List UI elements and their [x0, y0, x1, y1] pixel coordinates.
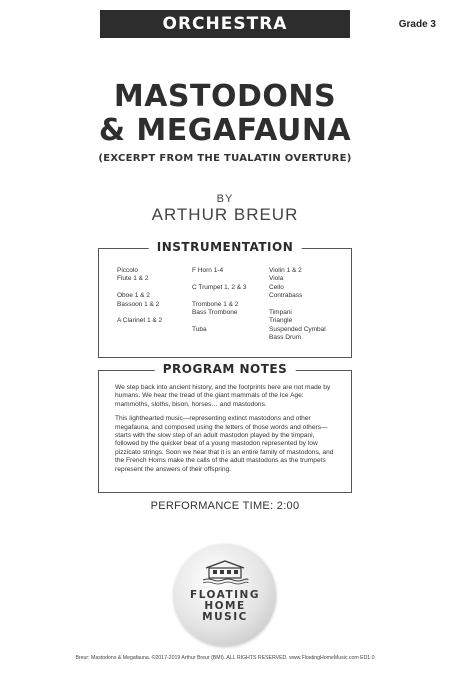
- category-banner: [100, 10, 350, 38]
- publisher-logo: [174, 544, 276, 646]
- instrument-item: Viola: [269, 275, 284, 283]
- category-label: ORCHESTRA: [162, 14, 288, 34]
- composer-name: ARTHUR BREUR: [151, 205, 299, 224]
- program-notes-paragraph-1: We step back into ancient history, and the footprints here are not made by humans. We hear the tread of the giant mammals of the Ice Age: mammoths, sloths, bison, horses… and mastodons.: [115, 384, 331, 408]
- instrument-item: Violin 1 & 2: [269, 267, 302, 274]
- grade-label: Grade 3: [398, 19, 436, 30]
- logo-text-music: MUSIC: [202, 611, 248, 623]
- instrument-column-brass: [192, 267, 247, 334]
- instrument-item: Flute 1 & 2: [117, 275, 149, 283]
- instrument-spacer: [117, 309, 162, 317]
- program-notes-box: [98, 362, 352, 493]
- instrument-item: Piccolo: [117, 267, 138, 274]
- instrument-spacer: [192, 292, 247, 300]
- instrument-item: Timpani: [269, 309, 292, 317]
- instrument-item: Tuba: [192, 325, 207, 333]
- instrument-item: Trombone 1 & 2: [192, 300, 239, 308]
- logo-text-floating: FLOATING: [190, 589, 260, 601]
- instrument-item: Oboe 1 & 2: [117, 292, 150, 300]
- instrument-item: Contrabass: [269, 292, 303, 300]
- instrument-item: C Trumpet 1, 2 & 3: [192, 283, 247, 291]
- instrument-item: Bass Trombone: [192, 309, 238, 316]
- instrument-column-woodwinds: [117, 267, 162, 326]
- houseboat-icon: [200, 558, 250, 586]
- instrument-item: Triangle: [269, 317, 293, 325]
- program-notes-heading: PROGRAM NOTES: [155, 362, 296, 376]
- instrument-spacer: [192, 317, 247, 325]
- instrumentation-heading: INSTRUMENTATION: [149, 240, 302, 254]
- instrument-column-strings-percussion: [269, 267, 326, 343]
- instrumentation-box: [98, 240, 352, 358]
- piece-title: [0, 80, 450, 148]
- instrument-item: A Clarinet 1 & 2: [117, 317, 163, 325]
- title-line-1: MASTODONS: [113, 79, 337, 114]
- instrument-item: Suspended Cymbal: [269, 325, 326, 333]
- copyright-footer: Breur: Mastodons & Megafauna. ©2017-2019 Arthur Breur (BMI). ALL RIGHTS RESERVED. www.FloatingHomeMusic.com ED1.0: [75, 655, 375, 661]
- piece-subtitle: (EXCERPT FROM THE TUALATIN OVERTURE): [98, 153, 352, 164]
- instrument-item: Bassoon 1 & 2: [117, 300, 160, 308]
- by-label: BY: [216, 193, 234, 205]
- program-notes-paragraph-2: This lighthearted music—representing extinct mastodons and other megafauna, and composed using the letters of those words and others—starts with the slow step of an adult mastodon played by the timpani, followed by the quicker beat of a young mastodon represented by low pizzicato strings. Soon we hear that it is an entire family of mastodons, and the French Horns make the calls of the adult mastodons as the trumpets represent the answers of their offspring.: [115, 415, 334, 473]
- title-line-2: & MEGAFAUNA: [98, 113, 352, 148]
- performance-time: PERFORMANCE TIME: 2:00: [150, 500, 300, 512]
- instrument-item: Bass Drum: [269, 334, 302, 342]
- instrument-spacer: [192, 275, 247, 283]
- instrument-spacer: [269, 301, 326, 309]
- program-notes-text: [115, 384, 339, 480]
- logo-text-home: HOME: [204, 600, 246, 612]
- instrument-item: Cello: [269, 283, 284, 291]
- instrument-item: F Horn 1-4: [192, 267, 224, 274]
- instrument-spacer: [117, 284, 162, 292]
